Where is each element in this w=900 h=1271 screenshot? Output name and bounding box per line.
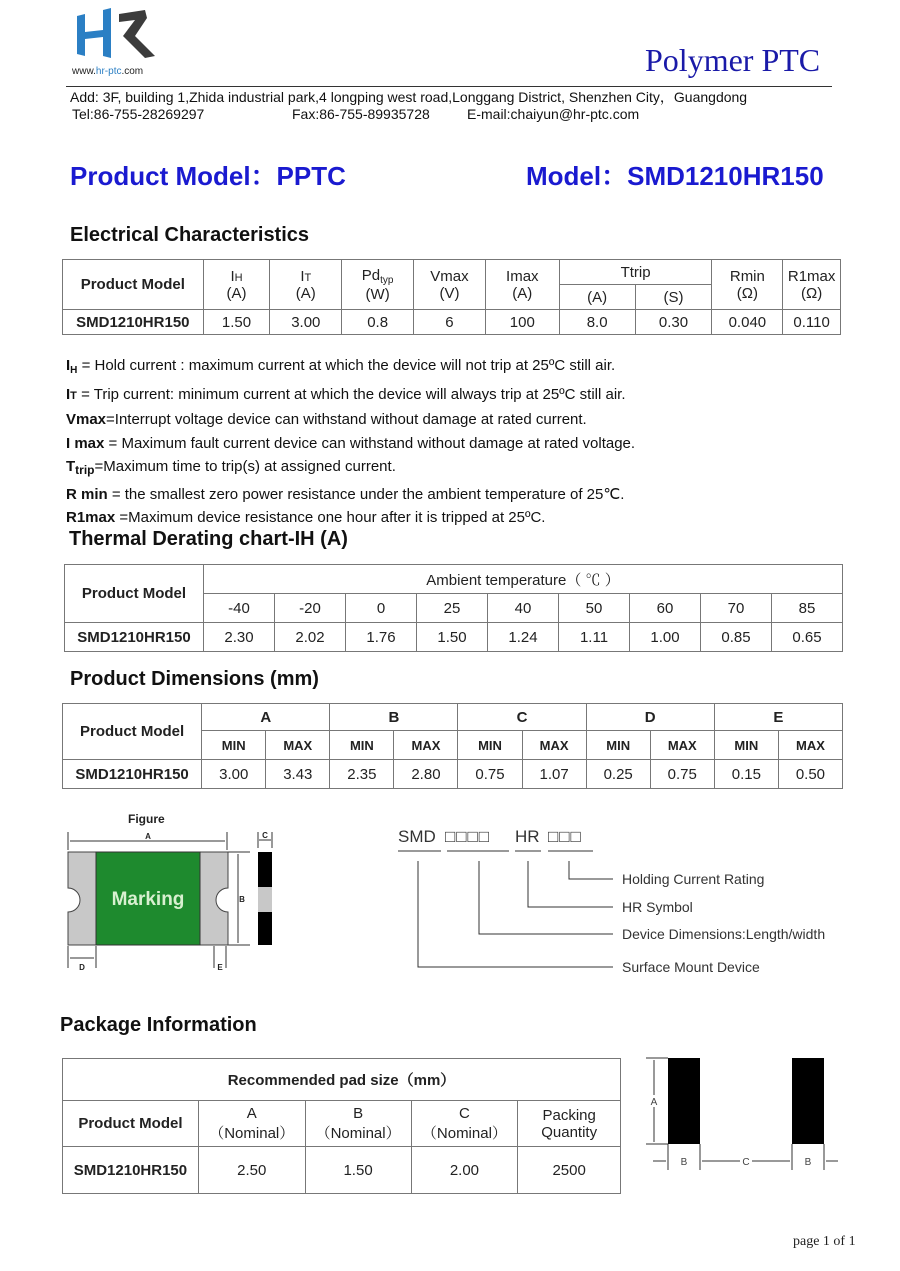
header-max: MAX	[650, 731, 714, 760]
cell-derated-current: 2.02	[275, 623, 346, 652]
cell-model: SMD1210HR150	[63, 760, 202, 789]
dim-label-b: B	[239, 895, 245, 904]
header-b-nominal: B （Nominal）	[305, 1101, 411, 1147]
header-product-model: Product Model	[63, 1101, 199, 1147]
cell-derated-current: 0.65	[772, 623, 843, 652]
header-dimension-b: B	[330, 704, 458, 731]
cell-ttrip-a: 8.0	[559, 310, 635, 335]
label-surface-mount-device: Surface Mount Device	[622, 959, 760, 975]
cell-ih: 1.50	[203, 310, 270, 335]
cell-derated-current: 2.30	[204, 623, 275, 652]
header-max: MAX	[266, 731, 330, 760]
header-it: IT (A)	[270, 260, 342, 310]
header-ttrip-s: (S)	[635, 285, 712, 310]
pad-layout-figure	[640, 1055, 845, 1175]
header-temperature: -40	[204, 594, 275, 623]
device-dimension-figure	[62, 828, 282, 976]
dim-label-c: C	[262, 831, 268, 840]
product-dimensions-title: Product Dimensions (mm)	[70, 668, 319, 690]
header-a-nominal: A （Nominal）	[198, 1101, 305, 1147]
header-min: MIN	[714, 731, 778, 760]
header-imax: Imax (A)	[485, 260, 559, 310]
header-dimension-d: D	[586, 704, 714, 731]
header-pd: $Pd_{typ}$ (W)	[342, 260, 414, 310]
cell-ttrip-s: 0.30	[635, 310, 712, 335]
header-ttrip: Ttrip	[559, 260, 712, 285]
header-ambient-temperature: Ambient temperature（ ℃ ）	[204, 565, 843, 594]
cell-derated-current: 1.11	[559, 623, 630, 652]
header-min: MIN	[202, 731, 266, 760]
header-max: MAX	[394, 731, 458, 760]
cell-derated-current: 1.24	[488, 623, 559, 652]
cell-imax: 100	[485, 310, 559, 335]
model-title: Model：SMD1210HR150	[526, 161, 824, 191]
definition-ih: $I_H$ = Hold current : maximum current at which the device will not trip at 25ºC still air.	[66, 357, 616, 376]
label-device-dimensions: Device Dimensions:Length/width	[622, 926, 826, 942]
table-row	[63, 1147, 621, 1194]
definition-imax: I max = Maximum fault current device can withstand without damage at rated voltage.	[66, 434, 636, 452]
cell-c: 2.00	[411, 1147, 518, 1194]
cell-model: SMD1210HR150	[63, 1147, 199, 1194]
product-model-title: Product Model：PPTC	[70, 161, 346, 191]
dim-label-d: D	[79, 963, 85, 972]
figure-label: Figure	[128, 812, 165, 826]
cell-derated-current: 1.50	[417, 623, 488, 652]
header-c-nominal: C （Nominal）	[411, 1101, 518, 1147]
cell-dimension-value: 0.25	[586, 760, 650, 789]
header-recommended-pad-size: Recommended pad size（mm）	[63, 1059, 621, 1101]
header-r1max: R1max (Ω)	[783, 260, 841, 310]
table-row	[63, 310, 841, 335]
page-number: page 1 of 1	[793, 1234, 856, 1249]
company-website: www.hr-ptc.com	[72, 66, 144, 77]
pad-dim-c: C	[742, 1157, 750, 1168]
dim-label-e: E	[217, 963, 223, 972]
cell-dimension-value: 0.50	[778, 760, 842, 789]
header-rmin: Rmin (Ω)	[712, 260, 783, 310]
header-product-model: Product Model	[65, 565, 204, 623]
header-product-model: Product Model	[63, 260, 204, 310]
company-address: Add: 3F, building 1,Zhida industrial park,4 longping west road,Longgang District, Shenzhen City，Guangdong	[70, 89, 748, 105]
cell-dimension-value: 2.35	[330, 760, 394, 789]
cell-rmin: 0.040	[712, 310, 783, 335]
hr-logo	[75, 8, 165, 58]
cell-b: 1.50	[305, 1147, 411, 1194]
table-row	[65, 623, 843, 652]
header-temperature: 60	[630, 594, 701, 623]
header-dimension-c: C	[458, 704, 586, 731]
header-temperature: 70	[701, 594, 772, 623]
code-dimension-boxes: □□□□	[445, 827, 491, 846]
header-ttrip-a: (A)	[559, 285, 635, 310]
header-temperature: -20	[275, 594, 346, 623]
header-dimension-e: E	[714, 704, 842, 731]
code-current-boxes: □□□	[548, 827, 582, 846]
header-min: MIN	[458, 731, 522, 760]
cell-dimension-value: 0.75	[650, 760, 714, 789]
package-information-table	[62, 1058, 621, 1194]
company-fax: Fax:86-755-89935728	[292, 106, 430, 122]
cell-dimension-value: 3.00	[202, 760, 266, 789]
cell-dimension-value: 2.80	[394, 760, 458, 789]
cell-vmax: 6	[414, 310, 486, 335]
part-number-decoder	[395, 820, 845, 980]
pad-dim-a: A	[650, 1097, 658, 1108]
code-prefix: SMD	[398, 827, 436, 846]
header-temperature: 25	[417, 594, 488, 623]
definition-vmax: Vmax=Interrupt voltage device can withstand without damage at rated current.	[66, 411, 587, 428]
cell-derated-current: 0.85	[701, 623, 772, 652]
electrical-characteristics-table	[62, 259, 841, 335]
cell-dimension-value: 0.75	[458, 760, 522, 789]
cell-it: 3.00	[270, 310, 342, 335]
cell-dimension-value: 0.15	[714, 760, 778, 789]
thermal-derating-title: Thermal Derating chart-IH (A)	[69, 528, 348, 550]
company-email: E-mail:chaiyun@hr-ptc.com	[467, 106, 640, 122]
header-max: MAX	[778, 731, 842, 760]
cell-pd: 0.8	[342, 310, 414, 335]
cell-dimension-value: 3.43	[266, 760, 330, 789]
definition-rmin: R min = the smallest zero power resistance under the ambient temperature of 25℃.	[66, 485, 625, 503]
cell-derated-current: 1.76	[346, 623, 417, 652]
definition-it: IT = Trip current: minimum current at which the device will always trip at 25ºC still air.	[66, 385, 626, 403]
marking-text: Marking	[111, 889, 185, 910]
electrical-characteristics-title: Electrical Characteristics	[70, 224, 310, 246]
table-row	[63, 760, 843, 789]
parameter-definitions	[66, 354, 635, 530]
definition-r1max: R1max =Maximum device resistance one hour after it is tripped at 25ºC.	[66, 509, 546, 526]
header-packing-quantity: Packing Quantity	[518, 1101, 621, 1147]
thermal-derating-table	[64, 564, 843, 652]
label-hr-symbol: HR Symbol	[622, 899, 693, 915]
header-ih: IH (A)	[203, 260, 270, 310]
cell-a: 2.50	[198, 1147, 305, 1194]
header-min: MIN	[586, 731, 650, 760]
label-holding-current-rating: Holding Current Rating	[622, 871, 765, 887]
company-tel: Tel:86-755-28269297	[72, 106, 205, 122]
product-dimensions-table	[62, 703, 843, 789]
header-dimension-a: A	[202, 704, 330, 731]
cell-derated-current: 1.00	[630, 623, 701, 652]
header-temperature: 0	[346, 594, 417, 623]
dim-label-a: A	[145, 832, 151, 841]
header-vmax: Vmax (V)	[414, 260, 486, 310]
cell-model: SMD1210HR150	[63, 310, 204, 335]
code-hr: HR	[515, 827, 540, 846]
cell-r1max: 0.110	[783, 310, 841, 335]
cell-qty: 2500	[518, 1147, 621, 1194]
pad-dim-b-right: B	[804, 1157, 812, 1168]
definition-ttrip: $T_{trip}=Maximum$ time to trip(s) at assigned current.	[66, 458, 396, 477]
header-max: MAX	[522, 731, 586, 760]
cell-dimension-value: 1.07	[522, 760, 586, 789]
header-temperature: 40	[488, 594, 559, 623]
document-category-title: Polymer PTC	[645, 42, 821, 78]
header-temperature: 50	[559, 594, 630, 623]
package-information-title: Package Information	[60, 1014, 257, 1036]
header-min: MIN	[330, 731, 394, 760]
header-product-model: Product Model	[63, 704, 202, 760]
pad-dim-b-left: B	[680, 1157, 688, 1168]
cell-model: SMD1210HR150	[65, 623, 204, 652]
header-temperature: 85	[772, 594, 843, 623]
